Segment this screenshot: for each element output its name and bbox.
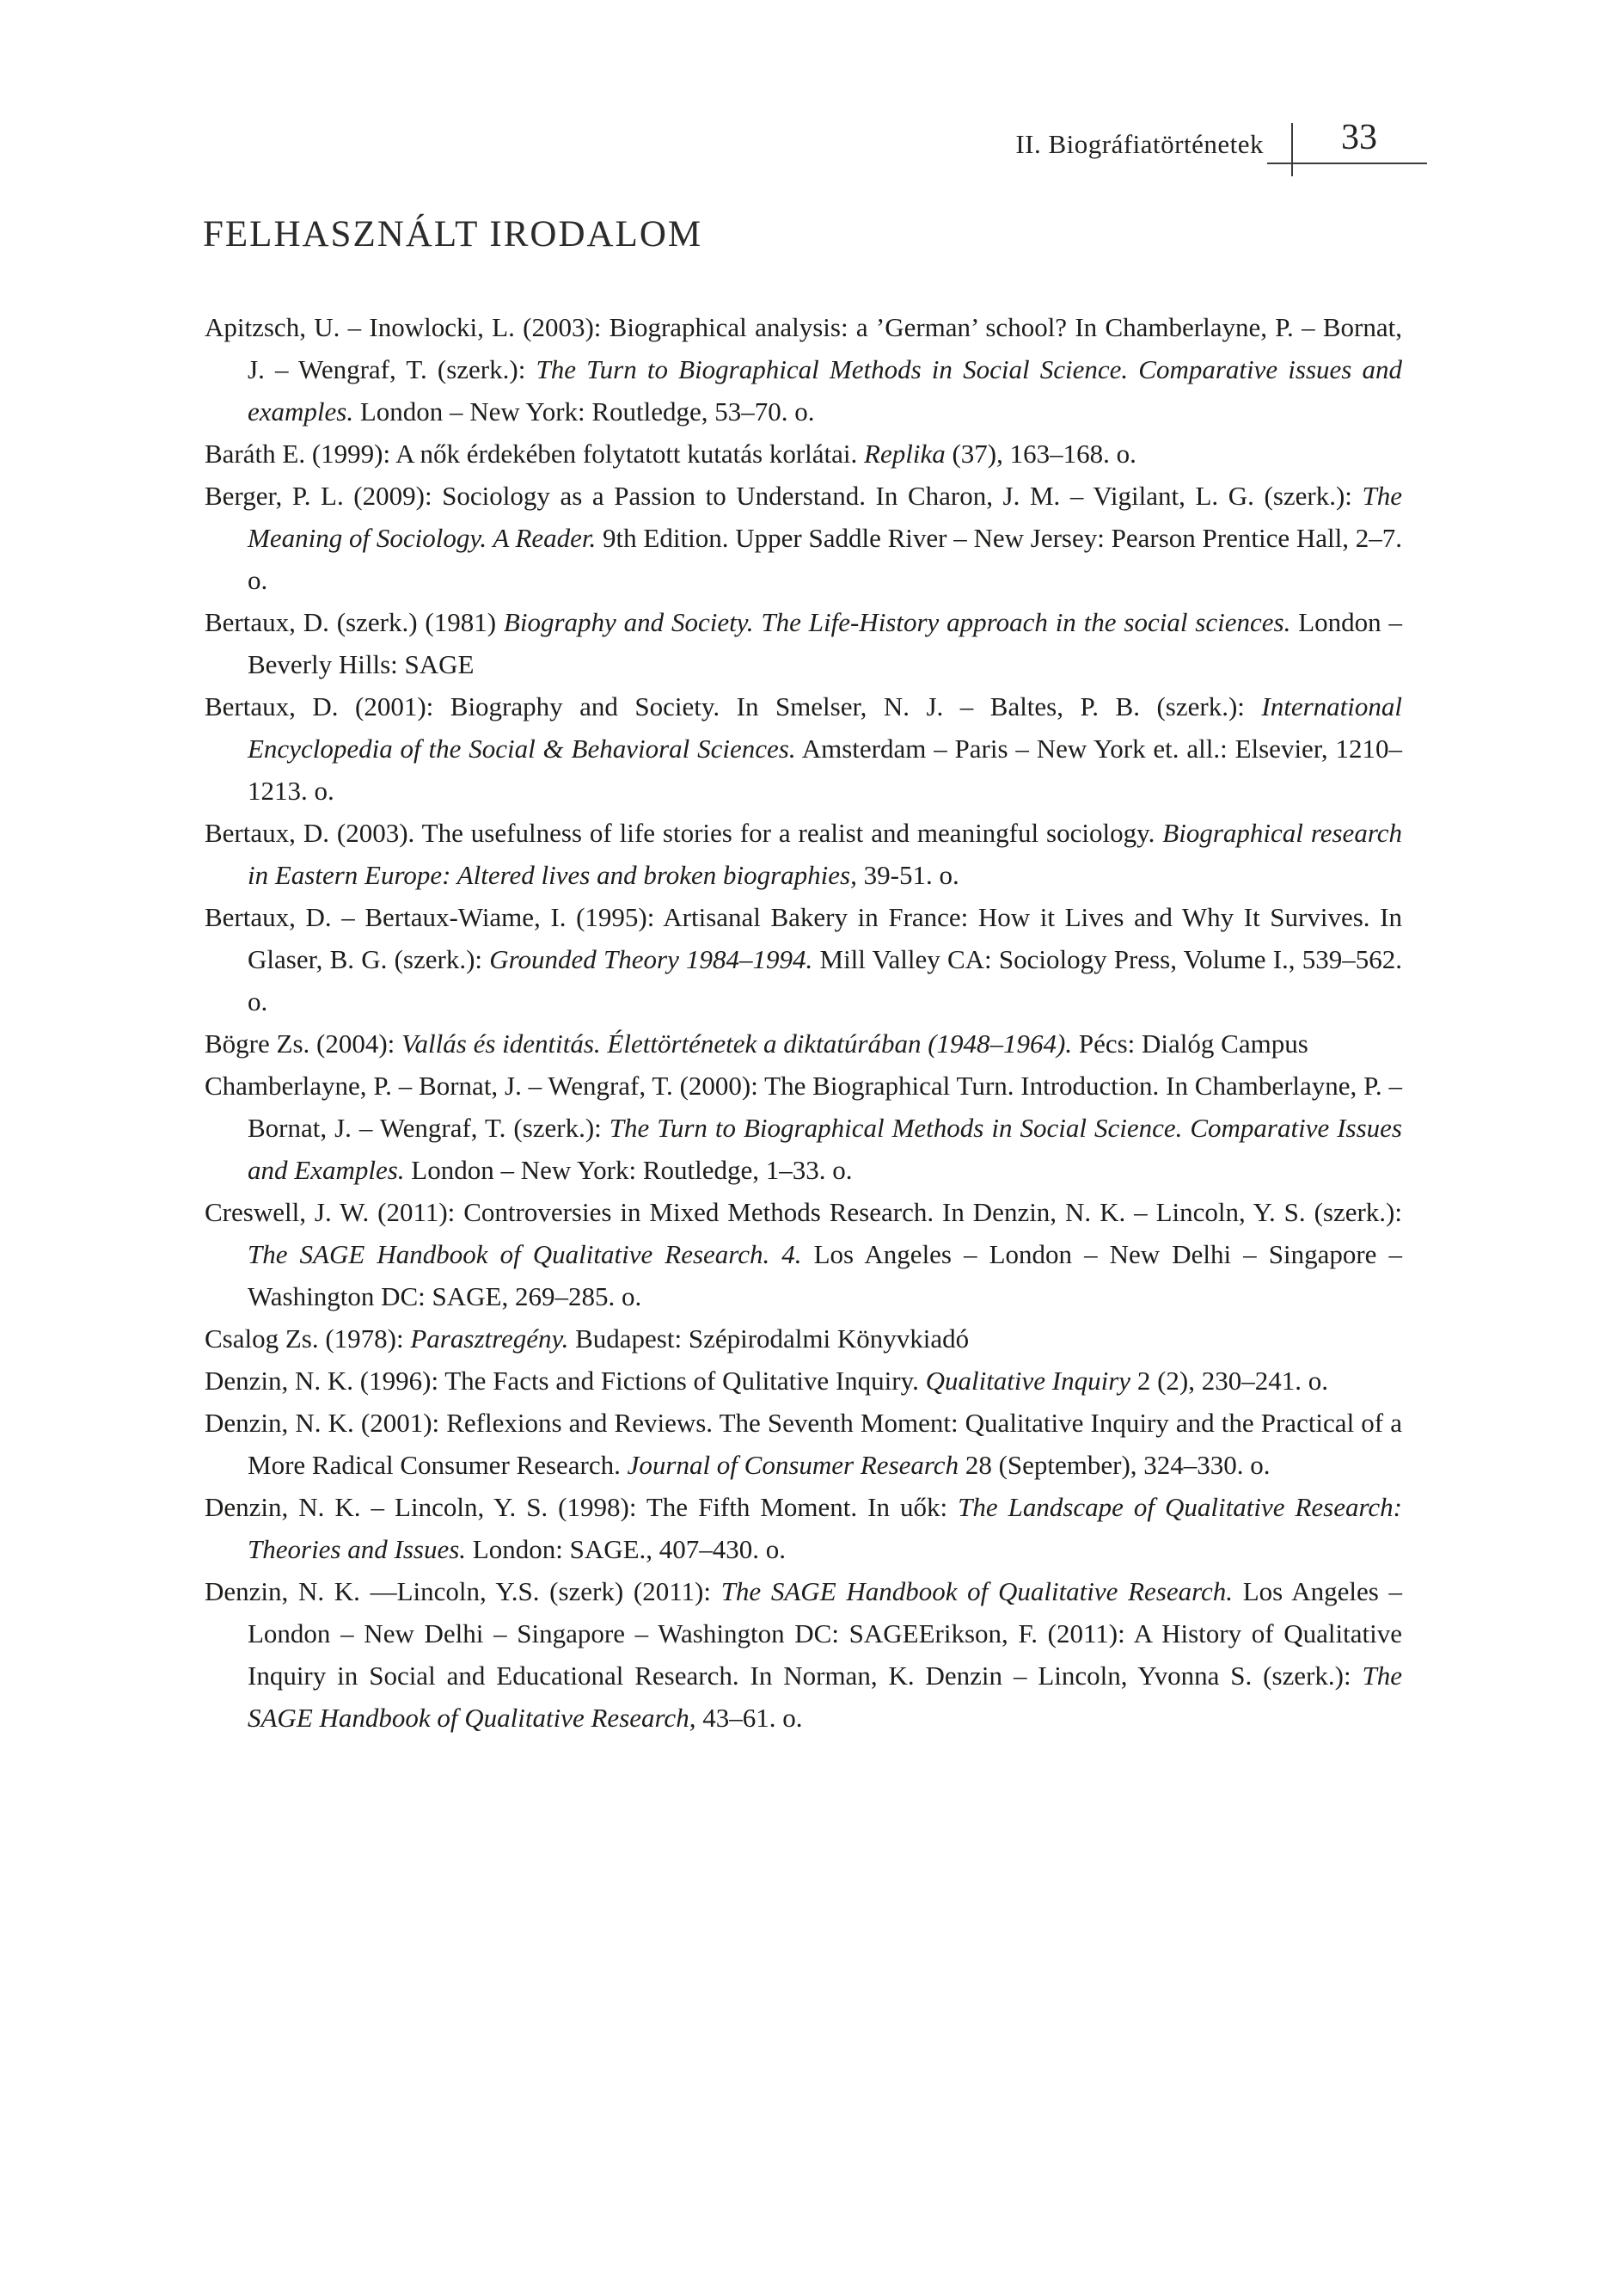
reference-title-italic: The Landscape of Qualitative Research: Theories and Issues. [248,1492,1403,1564]
reference-title-italic: The SAGE Handbook of Qualitative Research. 4. [248,1239,802,1269]
header-horizontal-rule [1267,163,1427,164]
reference-entry [205,306,1402,433]
reference-text: Chamberlayne, P. – Bornat, J. – Wengraf, T. (2000): The Biographical Turn. Introduction. In Chamberlayne, P. – Bornat, J. – Wengraf, T. (szerk.): [205,1071,1402,1143]
reference-text: Denzin, N. K. – Lincoln, Y. S. (1998): The Fifth Moment. In uők: [205,1492,959,1522]
reference-text: Los Angeles – London – New Delhi – Singapore – Washington DC: SAGE, 269–285. o. [248,1239,1402,1311]
reference-title-italic: The Turn to Biographical Methods in Social Science. Comparative Issues and Examples. [248,1113,1402,1185]
reference-text: 43–61. o. [695,1703,803,1733]
reference-text: 39-51. o. [856,860,959,890]
reference-title-italic: Qualitative Inquiry [925,1366,1131,1396]
reference-text: Denzin, N. K. (2001): Reflexions and Reviews. The Seventh Moment: Qualitative Inquiry and the Practical of a More Radical Consumer Research. [205,1408,1402,1480]
reference-text: 28 (September), 324–330. o. [959,1450,1271,1480]
reference-title-italic: The Meaning of Sociology. A Reader. [248,481,1402,553]
reference-text: London: SAGE., 407–430. o. [466,1534,787,1564]
reference-text: Denzin, N. K. —Lincoln, Y.S. (szerk) (2011): [205,1576,721,1606]
reference-title-italic: Biography and Society. The Life-History approach in the social sciences. [503,607,1291,637]
reference-text: Pécs: Dialóg Campus [1072,1028,1308,1059]
reference-title-italic: Replika [864,439,946,469]
running-head-section-title: II. Biográfiatörténetek [1015,129,1264,159]
reference-entry [205,896,1402,1022]
reference-text: Budapest: Szépirodalmi Könyvkiadó [568,1323,970,1354]
reference-text: Berger, P. L. (2009): Sociology as a Passion to Understand. In Charon, J. M. – Vigilant, L. G. (szerk.): [205,481,1363,511]
reference-title-italic: The SAGE Handbook of Qualitative Research. [720,1576,1234,1606]
reference-title-italic: Grounded Theory 1984–1994. [489,944,813,974]
reference-title-italic: Journal of Consumer Research [627,1450,959,1480]
reference-text: Apitzsch, U. – Inowlocki, L. (2003): Biographical analysis: a ’German’ school? In Chamberlayne, P. – Bornat, J. – Wengraf, T. (szerk.): [205,312,1402,384]
reference-text: Baráth E. (1999): A nők érdekében folytatott kutatás korlátai. [205,439,865,469]
reference-text: 2 (2), 230–241. o. [1130,1366,1328,1396]
reference-text: Bertaux, D. (szerk.) (1981) [205,607,504,637]
reference-title-italic: Vallás és identitás. Élettörténetek a diktatúrában (1948–1964). [401,1028,1073,1059]
page-number: 33 [1341,118,1377,157]
reference-text: Bertaux, D. – Bertaux-Wiame, I. (1995): Artisanal Bakery in France: How it Lives and Why It Survives. In Glaser, B. G. (szerk.): [205,902,1402,974]
reference-entry [205,1065,1402,1191]
reference-text: (37), 163–168. o. [945,439,1136,469]
reference-title-italic: The Turn to Biographical Methods in Social Science. Comparative issues and examples. [248,354,1403,427]
reference-text: Denzin, N. K. (1996): The Facts and Fictions of Qulitative Inquiry. [205,1366,926,1396]
reference-title-italic: Biographical research in Eastern Europe: Altered lives and broken biographies, [248,818,1402,890]
reference-entry [205,601,1402,685]
reference-title-italic: Research, [591,1703,696,1733]
reference-entry [205,812,1402,896]
reference-entry [205,433,1402,475]
reference-title-italic: International Encyclopedia of the Social & Behavioral Sciences. [248,691,1402,764]
reference-entry [205,1486,1402,1570]
reference-entry [205,685,1402,812]
reference-entry [205,1402,1402,1486]
reference-text: 9th Edition. Upper Saddle River – New Jersey: Pearson Prentice Hall, 2–7. o. [248,523,1402,595]
reference-entry [205,1360,1402,1402]
reference-text: Csalog Zs. (1978): [205,1323,411,1354]
reference-entry [205,1570,1402,1739]
reference-entry [205,1317,1402,1360]
reference-text: Los Angeles – London – New Delhi – Singapore – Washington DC: SAGEErikson, F. (2011): A History of Qualitative Inquiry in Social and Educational Research. In Norman, K. Denzin – Lincoln, Yvonna S. (szerk.): [248,1576,1403,1691]
reference-text: Bertaux, D. (2003). The usefulness of life stories for a realist and meaningful sociology. [205,818,1163,848]
reference-text: Amsterdam – Paris – New York et. all.: Elsevier, 1210–1213. o. [248,734,1402,806]
reference-text: Mill Valley CA: Sociology Press, Volume I., 539–562. o. [248,944,1402,1016]
reference-text: Creswell, J. W. (2011): Controversies in Mixed Methods Research. In Denzin, N. K. – Lincoln, Y. S. (szerk.): [205,1197,1402,1227]
reference-list [205,306,1402,1739]
reference-entry [205,1191,1402,1317]
reference-text: Bertaux, D. (2001): Biography and Society. In Smelser, N. J. – Baltes, P. B. (szerk.): [205,691,1262,721]
reference-entry [205,1022,1402,1065]
reference-title-italic: Parasztregény. [410,1323,569,1354]
reference-text: London – Beverly Hills: SAGE [248,607,1402,679]
reference-text: London – New York: Routledge, 1–33. o. [404,1155,853,1185]
reference-text: Bögre Zs. (2004): [205,1028,402,1059]
section-heading: FELHASZNÁLT IRODALOM [203,214,703,255]
reference-title-italic: The SAGE Handbook of Qualitative [248,1661,1402,1733]
reference-entry [205,475,1402,601]
reference-text: London – New York: Routledge, 53–70. o. [353,396,815,427]
